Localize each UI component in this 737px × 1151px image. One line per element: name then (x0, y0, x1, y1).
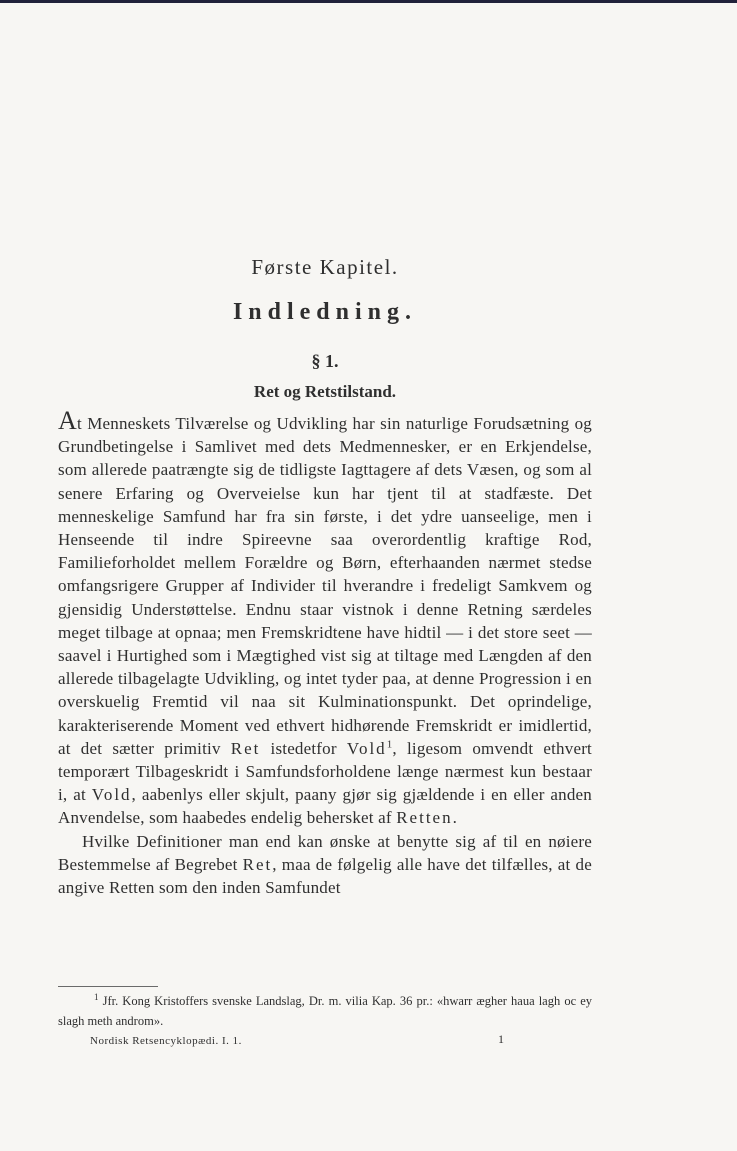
paragraph-1-text: istedetfor (260, 738, 347, 758)
emphasis-ret: Ret (242, 854, 273, 874)
paragraph-1 (58, 406, 592, 830)
emphasis-retten: Retten (396, 808, 453, 828)
page-number: 1 (498, 1032, 504, 1046)
footnote-rule (58, 986, 158, 987)
footnote-number: 1 (94, 991, 99, 1002)
page-body (58, 250, 592, 899)
dropcap-letter: A (58, 406, 77, 435)
paragraph-1-text: , aabenlys eller skjult, paany gjør sig gjældende i en eller anden Anvendelse, som haabedes endelig behersket af (58, 785, 592, 828)
chapter-heading: Første Kapitel. (251, 255, 399, 279)
paragraph-1-text: t Menneskets Tilværelse og Udvikling har sin naturlige Forudsætning og Grundbetingelse i Samlivet med dets Medmennesker, er en Erkjendelse, som allerede paatrængte sig de tidligste Iagttagere af dets Væsen, og som al senere Erfaring og Overveielse kun har tjent til at stadfæste. Det menneskelige Samfund har fra sin første, i det ydre uanseelige, men i Henseende til indre Spireevne saa overordentlig kraftige Rod, Familieforholdet mellem Forældre og Børn, efterhaanden nærmet stedse omfangsrigere Grupper af Individer til hverandre i fredeligt Samkvem og gjensidig Understøttelse. Endnu staar vistnok i denne Retning særdeles meget tilbage at opnaa; men Fremskridtene have hidtil — i det store seet — saavel i Hurtighed som i Mægtighed vist sig at tiltage med Længden af den allerede tilbagelagte Udvikling, og intet tyder paa, at denne Progression i en overskuelig Fremtid vil naa sit Kulminationspunkt. Det oprindelige, karakteriserende Moment ved ethvert hidhørende Fremskridt er imidlertid, at det sætter primitiv (58, 414, 592, 758)
section-title: Ret og Retstilstand. (253, 382, 397, 401)
top-edge-rule (0, 0, 737, 3)
footnote (58, 991, 592, 1031)
emphasis-vold: Vold (346, 738, 387, 758)
body-text (58, 406, 592, 899)
section-number: § 1. (311, 351, 339, 371)
emphasis-ret: Ret (230, 738, 261, 758)
paragraph-2-text: , maa de følgelig alle have det tilfælles, at de angive Retten som den inden Samfundet (58, 854, 592, 898)
emphasis-vold: Vold (91, 785, 132, 805)
paragraph-1-text: , ligesom omvendt ethvert temporært Tilbageskridt i Samfundsforholdene længe nærmest kun bestaar i, at (58, 738, 592, 805)
paragraph-2-text: Hvilke Definitioner man end kan ønske at benytte sig af til en nøiere Bestemmelse af Begrebet (58, 831, 592, 874)
footnote-text: Jfr. Kong Kristoffers svenske Landslag, Dr. m. vilia Kap. 36 pr.: «hwarr ægher haua lagh oc ey slagh meth androm». (58, 994, 592, 1028)
paragraph-1-text: . (452, 808, 458, 828)
chapter-title: Indledning. (232, 299, 418, 325)
paragraph-2 (58, 830, 592, 900)
printer-signature: Nordisk Retsencyklopædi. I. 1. (90, 1035, 242, 1047)
footnote-reference: 1 (386, 738, 393, 751)
